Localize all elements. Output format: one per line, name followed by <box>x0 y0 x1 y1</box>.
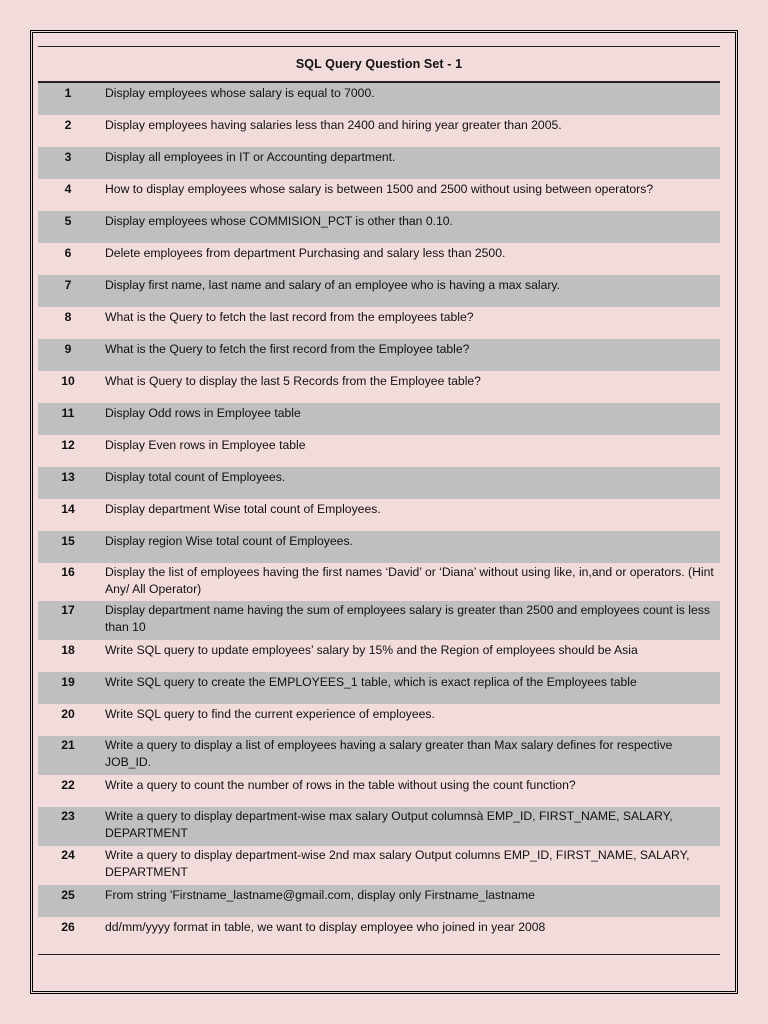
question-text: Write SQL query to update employees’ salary by 15% and the Region of employees should be Asia <box>105 643 638 657</box>
table-row <box>38 736 720 775</box>
question-number: 15 <box>61 534 75 548</box>
question-text: Write a query to display a list of employees having a salary greater than Max salary defines for respective JOB_ID. <box>105 738 673 769</box>
table-row <box>38 243 720 275</box>
question-number: 19 <box>61 675 75 689</box>
question-text: Write a query to display department-wise max salary Output columnsà EMP_ID, FIRST_NAME, SALARY, DEPARTMENT <box>105 809 673 840</box>
question-number: 3 <box>64 150 72 164</box>
table-row <box>38 115 720 147</box>
bottom-rule <box>38 954 720 955</box>
question-text: From string 'Firstname_lastname@gmail.com, display only Firstname_lastname <box>105 888 535 902</box>
question-number: 16 <box>61 565 75 579</box>
question-number: 6 <box>64 246 72 260</box>
question-number: 13 <box>61 470 75 484</box>
table-row <box>38 775 720 807</box>
question-text: Display all employees in IT or Accounting department. <box>105 150 396 164</box>
table-row <box>38 704 720 736</box>
question-number: 9 <box>64 342 72 356</box>
question-text: Write SQL query to find the current experience of employees. <box>105 707 435 721</box>
question-number: 8 <box>64 310 72 324</box>
question-rows <box>38 83 720 949</box>
question-number: 22 <box>61 778 75 792</box>
question-number: 17 <box>61 603 75 617</box>
table-row <box>38 147 720 179</box>
question-number: 12 <box>61 438 75 452</box>
question-number: 23 <box>61 809 75 823</box>
table-row <box>38 339 720 371</box>
table-row <box>38 371 720 403</box>
table-row <box>38 807 720 846</box>
question-number: 1 <box>64 86 72 100</box>
question-text: Display region Wise total count of Employees. <box>105 534 353 548</box>
question-text: Display first name, last name and salary of an employee who is having a max salary. <box>105 278 560 292</box>
table-row <box>38 467 720 499</box>
table-row <box>38 672 720 704</box>
table-title: SQL Query Question Set - 1 <box>38 46 720 83</box>
table-row <box>38 275 720 307</box>
question-text: Write a query to count the number of rows in the table without using the count function? <box>105 778 576 792</box>
question-text: Display Even rows in Employee table <box>105 438 306 452</box>
question-number: 25 <box>61 888 75 902</box>
table-row <box>38 846 720 885</box>
table-row <box>38 211 720 243</box>
table-row <box>38 563 720 601</box>
question-text: What is the Query to fetch the last record from the employees table? <box>105 310 474 324</box>
table-row <box>38 601 720 640</box>
question-text: Display Odd rows in Employee table <box>105 406 301 420</box>
question-text: What is the Query to fetch the first record from the Employee table? <box>105 342 470 356</box>
table-row <box>38 499 720 531</box>
question-number: 26 <box>61 920 75 934</box>
question-number: 14 <box>61 502 75 516</box>
question-text: Display total count of Employees. <box>105 470 286 484</box>
table-row <box>38 179 720 211</box>
question-number: 24 <box>61 848 75 862</box>
question-text: How to display employees whose salary is between 1500 and 2500 without using between operators? <box>105 182 654 196</box>
table-row <box>38 307 720 339</box>
question-number: 4 <box>64 182 72 196</box>
question-text: Display department Wise total count of Employees. <box>105 502 381 516</box>
question-number: 7 <box>64 278 72 292</box>
question-text: Write SQL query to create the EMPLOYEES_1 table, which is exact replica of the Employees table <box>105 675 637 689</box>
question-text: Display employees whose COMMISION_PCT is other than 0.10. <box>105 214 453 228</box>
question-number: 20 <box>61 707 75 721</box>
table-row <box>38 917 720 949</box>
table-row <box>38 83 720 115</box>
question-number: 5 <box>64 214 72 228</box>
question-text: What is Query to display the last 5 Records from the Employee table? <box>105 374 481 388</box>
question-text: Display employees whose salary is equal to 7000. <box>105 86 375 100</box>
question-text: dd/mm/yyyy format in table, we want to display employee who joined in year 2008 <box>105 920 546 934</box>
table-row <box>38 885 720 917</box>
question-number: 21 <box>61 738 75 752</box>
table-row <box>38 531 720 563</box>
question-text: Display the list of employees having the first names ‘David’ or ‘Diana’ without using like, in,and or operators. (Hint Any/ All Operator) <box>105 565 714 596</box>
question-number: 10 <box>61 374 75 388</box>
question-number: 2 <box>64 118 72 132</box>
question-number: 11 <box>61 406 75 420</box>
question-text: Display department name having the sum of employees salary is greater than 2500 and employees count is less than 10 <box>105 603 710 634</box>
question-table <box>38 46 720 949</box>
table-row <box>38 403 720 435</box>
question-text: Write a query to display department-wise 2nd max salary Output columns EMP_ID, FIRST_NAME, SALARY, DEPARTMENT <box>105 848 690 879</box>
question-number: 18 <box>61 643 75 657</box>
question-text: Delete employees from department Purchasing and salary less than 2500. <box>105 246 506 260</box>
question-text: Display employees having salaries less than 2400 and hiring year greater than 2005. <box>105 118 562 132</box>
table-row <box>38 640 720 672</box>
table-row <box>38 435 720 467</box>
